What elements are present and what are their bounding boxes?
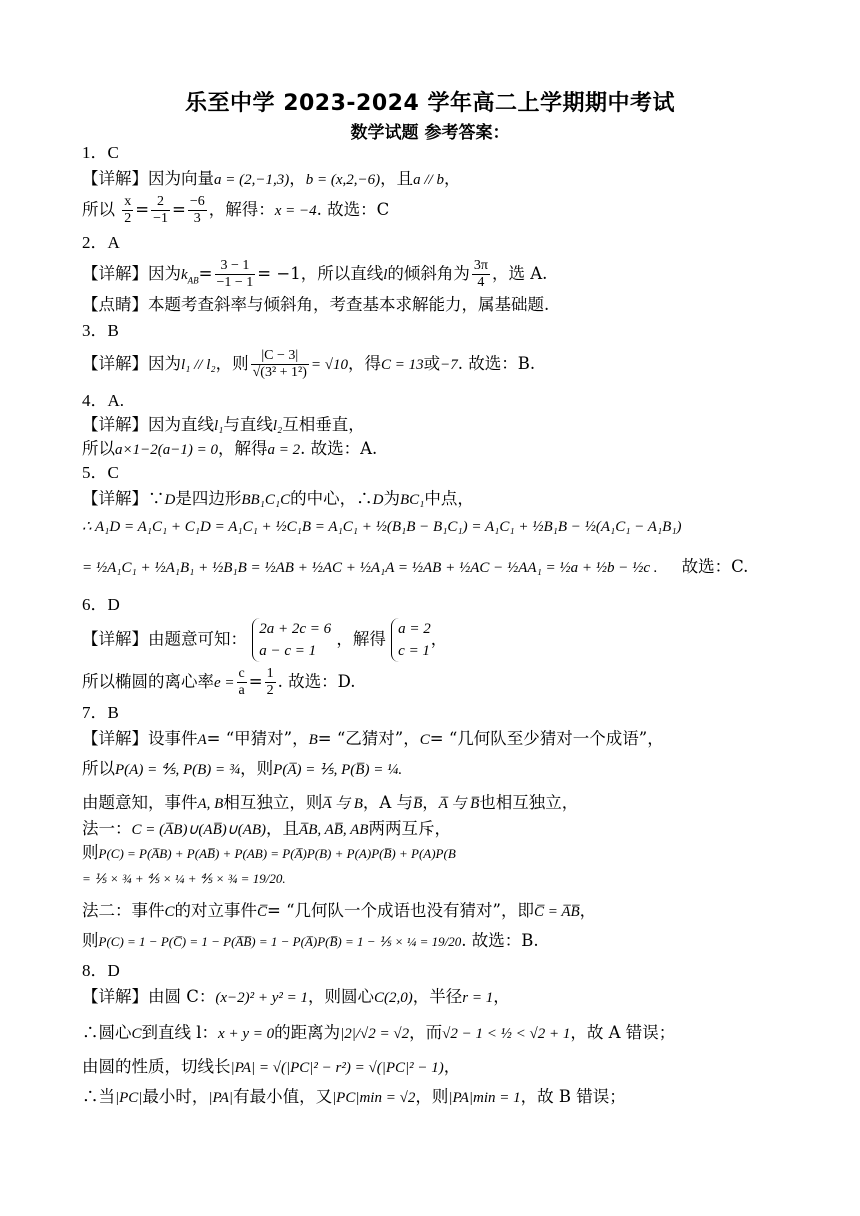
fraction: $\frac{2}{-1}$	[153, 194, 168, 226]
equation-system: a = 2 c = 1	[391, 618, 431, 662]
answer-7-probabilities: 所以P(A) = ⅘, P(B) = ¾，则P(A̅) = ⅕, P(B̅) = ¼.	[82, 759, 403, 778]
answer-4-detail: 【详解】因为直线l₁与直线l₂互相垂直，	[82, 415, 365, 434]
answer-8-detail: 【详解】由圆 C：(x−2)² + y² = 1，则圆心C(2,0)，半径r = 1，	[82, 987, 510, 1006]
fraction: $\frac{c}{a}$	[238, 666, 245, 698]
answer-4-solution: 所以a×1−2(a−1) = 0，解得a = 2. 故选：A.	[82, 439, 378, 458]
answer-5-number: 5．C	[82, 463, 119, 482]
answer-7-method-1: 法一：C = (A̅B)∪(AB̅)∪(AB)，且A̅B, AB̅, AB两两互斥，	[82, 819, 451, 838]
equation-system: 2a + 2c = 6 a − c = 1	[252, 618, 331, 662]
answer-2-comment: 【点睛】本题考查斜率与倾斜角，考查基本求解能力，属基础题.	[82, 295, 550, 314]
answer-2-detail: 【详解】因为$k_{AB}=$ $\frac{3 - 1}{-1 - 1}$ = −1，所以直线l的倾斜角为 $\frac{3\pi}{4}$ ，选 A.	[82, 258, 548, 290]
answer-8-distance: ∴圆心C到直线 l：x + y = 0的距离为|2|/√2 = √2，而√2 − 1 < ½ < √2 + 1，故 A 错误；	[82, 1023, 676, 1042]
answer-3-number: 3．B	[82, 321, 119, 340]
answer-7-method-1-result: = ⅕ × ¾ + ⅘ × ¼ + ⅘ × ¾ = 19/20.	[82, 871, 286, 886]
answer-7-independence: 由题意知，事件A, B相互独立，则A̅ 与 B，A 与B̅，A̅ 与 B̅也相互独立，	[82, 793, 579, 812]
answer-1-number: 1．C	[82, 143, 119, 162]
answer-7-method-1-calc: 则P(C) = P(A̅B) + P(AB̅) + P(AB) = P(A̅)P(B) + P(A)P(B̅) + P(A)P(B	[82, 843, 456, 862]
answer-6-detail: 【详解】由题意可知： 2a + 2c = 6 a − c = 1 ，解得 a = 2 c = 1 ，	[82, 618, 447, 662]
answer-8-minimum: ∴当|PC|最小时，|PA|有最小值，又|PC|min = √2，则|PA|min = 1，故 B 错误；	[82, 1087, 626, 1106]
answer-8-tangent: 由圆的性质，切线长|PA| = √(|PC|² − r²) = √(|PC|² − 1)，	[82, 1057, 461, 1076]
answer-6-solution: 所以椭圆的离心率e = $\frac{c}{a}$ = $\frac{1}{2}$ . 故选：D.	[82, 666, 356, 698]
answer-6-number: 6．D	[82, 595, 120, 614]
fraction: $\frac{1}{2}$	[266, 666, 274, 698]
fraction: $\frac{3\pi}{4}$	[473, 258, 488, 290]
answer-5-vector-line-2: = ½A₁C₁ + ½A₁B₁ + ½B₁B = ½AB + ½AC + ½A₁A = ½AB + ½AC − ½AA₁ = ½a + ½b − ½c . 故选：C.	[82, 557, 749, 576]
answer-7-method-2-calc: 则P(C) = 1 − P(C̅) = 1 − P(A̅B̅) = 1 − P(A̅)P(B̅) = 1 − ⅕ × ¼ = 19/20. 故选：B.	[82, 931, 539, 950]
page-subtitle: 数学试题 参考答案：	[350, 123, 510, 143]
answer-7-detail: 【详解】设事件A= “甲猜对”，B= “乙猜对”，C= “几何队至少猜对一个成语”，	[82, 729, 664, 748]
answer-1-solution: 所以 $\frac{x}{2}$ = $\frac{2}{-1}$ = $\frac{-6}{3}$ ，解得：x = −4. 故选：C	[82, 194, 390, 226]
answer-5-vector-line-1: ∴ A₁D = A₁C₁ + C₁D = A₁C₁ + ½C₁B = A₁C₁ + ½(B₁B − B₁C₁) = A₁C₁ + ½B₁B − ½(A₁C₁ − A₁B₁)	[82, 519, 682, 535]
answer-7-method-2: 法二：事件C的对立事件C̅= “几何队一个成语也没有猜对”，即C̅ = A̅B̅，	[82, 901, 597, 920]
fraction: $\frac{-6}{3}$	[189, 194, 205, 226]
answer-2-number: 2．A	[82, 233, 120, 252]
answer-1-detail: 【详解】因为向量a = (2,−1,3)，b = (x,2,−6)，且a // b，	[82, 169, 461, 188]
answer-5-detail: 【详解】∵D是四边形BB₁C₁C的中心，∴D为BC₁中点，	[82, 489, 474, 508]
answer-4-number: 4．A.	[82, 391, 125, 410]
fraction: $\frac{3 - 1}{-1 - 1}$	[216, 258, 254, 290]
fraction: $\frac{|C - 3|}{\text{√(3² + 1²)}}$	[252, 348, 307, 380]
page-title: 乐至中学 2023-2024 学年高二上学期期中考试	[185, 91, 675, 116]
answer-8-number: 8．D	[82, 961, 120, 980]
answer-7-number: 7．B	[82, 703, 119, 722]
answer-3-detail: 【详解】因为l₁ // l₂，则 $\frac{|C - 3|}{\text{√(3² + 1²)}}$ = √10，得C = 13或−7. 故选：B.	[82, 348, 536, 380]
fraction: $\frac{x}{2}$	[124, 194, 132, 226]
